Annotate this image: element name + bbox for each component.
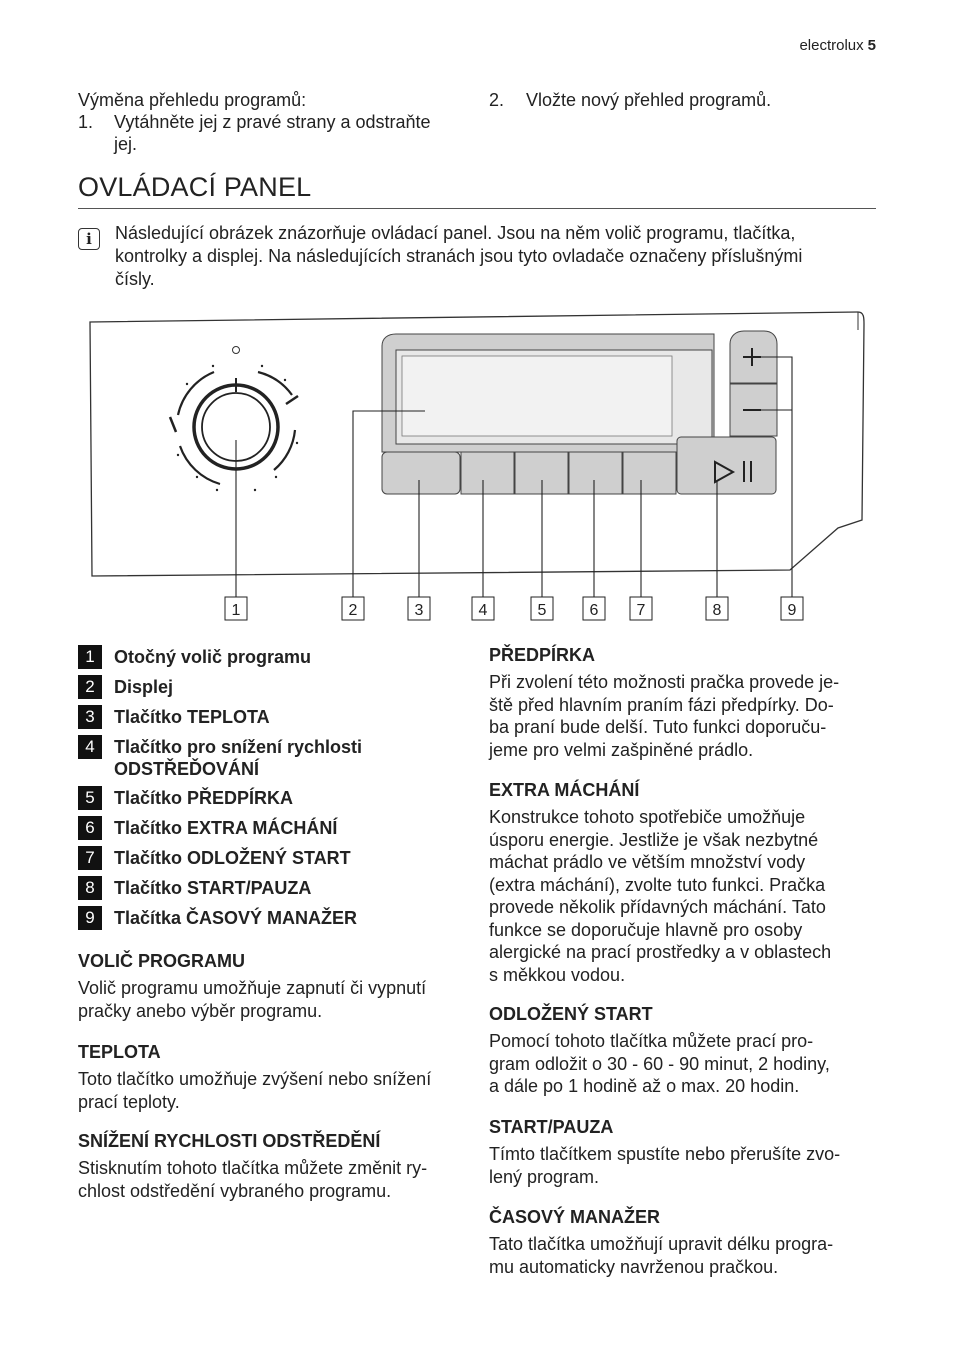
callout-9: 9: [787, 602, 797, 619]
button-start-pauza[interactable]: [677, 437, 776, 494]
text-line: provede několik přídavných máchání. Tato: [489, 897, 826, 917]
callout-1: 1: [231, 602, 241, 619]
title-rule: [78, 208, 876, 209]
text-line: úsporu energie. Jestliže je však nezbytné: [489, 829, 819, 850]
section-body: [489, 1233, 879, 1278]
text-line: Tato tlačítka umožňují upravit délku progra-: [489, 1234, 834, 1254]
legend-label: Tlačítka ČASOVÝ MANAŽER: [114, 908, 358, 928]
legend-label: Displej: [114, 677, 174, 697]
section-heading: ODLOŽENÝ START: [489, 1004, 653, 1024]
section-casovy-manazer: [489, 1207, 879, 1278]
callout-7: 7: [636, 602, 646, 619]
step-text: Vložte nový přehled programů.: [526, 90, 772, 110]
text-line: lený program.: [489, 1166, 600, 1187]
legend-label: Tlačítko TEPLOTA: [114, 707, 270, 727]
legend-label: Otočný volič programu: [114, 647, 312, 667]
text-line: a dále po 1 hodině až o max. 20 hodin.: [489, 1076, 800, 1096]
section-volic-programu: [78, 951, 468, 1022]
legend-label: Tlačítko EXTRA MÁCHÁNÍ: [114, 818, 338, 838]
legend-item: [78, 735, 362, 781]
button-extra-machani[interactable]: [569, 452, 622, 494]
legend-item: [78, 906, 357, 930]
text-line: jeme pro velmi zašpiněné prádlo.: [489, 739, 754, 760]
text-line: ště před hlavním praním fázi předpírky. Do-: [489, 694, 834, 715]
section-body: [489, 806, 879, 986]
legend-label-line: ODSTŘEĎOVÁNÍ: [114, 759, 260, 779]
page-header: [799, 37, 876, 54]
callout-5: 5: [537, 602, 547, 619]
legend-item: [78, 786, 293, 810]
callout-labels: [225, 597, 803, 620]
legend-item: [78, 816, 337, 840]
section-heading: SNÍŽENÍ RYCHLOSTI ODSTŘEDĚNÍ: [78, 1131, 381, 1151]
callout-2: 2: [348, 602, 358, 619]
program-knob: [170, 347, 298, 492]
text-line: funkce se doporučuje hlavně pro osoby: [489, 919, 803, 940]
page-number: 5: [867, 37, 876, 54]
legend-label-line: Tlačítko pro snížení rychlosti: [114, 737, 363, 757]
section-body: [489, 671, 879, 761]
section-snizeni-rychlosti: [78, 1131, 468, 1202]
section-heading: TEPLOTA: [78, 1042, 161, 1062]
legend-label: Tlačítko START/PAUZA: [114, 878, 312, 898]
button-odstredovani[interactable]: [461, 452, 514, 494]
knob-tick: [170, 417, 176, 432]
callout-8: 8: [712, 602, 722, 619]
callout-6: 6: [589, 602, 599, 619]
section-heading: VOLIČ PROGRAMU: [78, 951, 246, 971]
legend-number: 8: [78, 876, 102, 900]
knob-scale-top: [258, 372, 292, 395]
step-number: 2.: [489, 90, 505, 110]
text-line: (extra máchání), zvolte tuto funkci. Pračka: [489, 874, 826, 895]
legend-number: 4: [78, 735, 102, 759]
section-odlozeny-start: [489, 1004, 879, 1098]
legend-item: [78, 705, 270, 729]
section-heading: ČASOVÝ MANAŽER: [489, 1207, 661, 1227]
knob-tick: [286, 396, 298, 404]
text-line: gram odložit o 30 - 60 - 90 minut, 2 hodiny,: [489, 1053, 830, 1074]
knob-off-mark: [233, 347, 240, 354]
section-teplota: [78, 1042, 468, 1113]
legend-number: 3: [78, 705, 102, 729]
section-start-pauza: [489, 1117, 879, 1188]
step-text: [114, 111, 431, 155]
info-icon: i: [78, 228, 100, 250]
text-line: Toto tlačítko umožňuje zvýšení nebo snížení: [78, 1069, 432, 1089]
text-line: Stisknutím tohoto tlačítka můžete změnit ry-: [78, 1158, 428, 1178]
legend-number: 2: [78, 675, 102, 699]
display-lcd: [402, 356, 672, 436]
text-line: máchat prádlo ve větším množství vody: [489, 852, 806, 872]
section-body: [489, 1143, 879, 1188]
text-line: s měkkou vodou.: [489, 964, 626, 985]
step-number: 1.: [78, 112, 94, 132]
section-body: [78, 977, 468, 1022]
section-title: OVLÁDACÍ PANEL: [78, 172, 312, 202]
text-line: alergické na prací prostředky a v oblastech: [489, 942, 832, 962]
text-line: Konstrukce tohoto spotřebiče umožňuje: [489, 807, 806, 827]
text-line: Volič programu umožňuje zapnutí či vypnutí: [78, 978, 427, 998]
section-predpirka: [489, 645, 879, 761]
legend-item: [78, 645, 311, 669]
legend-label: Tlačítko PŘEDPÍRKA: [114, 788, 294, 808]
text-line: chlost odstředění vybraného programu.: [78, 1180, 392, 1201]
callout-3: 3: [414, 602, 424, 619]
text-line: ba praní bude delší. Tuto funkci doporuču-: [489, 717, 827, 737]
legend-label: Tlačítko ODLOŽENÝ START: [114, 848, 351, 868]
brand-name: electrolux: [799, 37, 864, 54]
text-line: Tímto tlačítkem spustíte nebo přerušíte zvo-: [489, 1144, 841, 1164]
button-odlozeny-start[interactable]: [623, 452, 676, 494]
section-heading: EXTRA MÁCHÁNÍ: [489, 780, 640, 800]
legend-number: 7: [78, 846, 102, 870]
info-line: čísly.: [115, 269, 155, 289]
text-line: Pomocí tohoto tlačítka můžete prací pro-: [489, 1031, 814, 1051]
legend-item: [78, 675, 173, 699]
control-panel-diagram: [0, 300, 954, 630]
section-body: [78, 1068, 468, 1113]
section-body: [78, 1157, 468, 1202]
text-line: mu automaticky navrženou pračkou.: [489, 1256, 779, 1277]
text-line: Při zvolení této možnosti pračka provede je-: [489, 672, 840, 692]
intro-heading: Výměna přehledu programů:: [78, 90, 307, 110]
legend-number: 6: [78, 816, 102, 840]
intro-step-2: [489, 89, 879, 111]
callout-4: 4: [478, 602, 488, 619]
legend-number: 5: [78, 786, 102, 810]
section-heading: PŘEDPÍRKA: [489, 645, 596, 665]
text-line: pračky anebo výběr programu.: [78, 1000, 323, 1021]
intro-step-1: [78, 111, 478, 155]
button-teplota[interactable]: [382, 452, 460, 494]
info-text: [115, 222, 875, 291]
legend-item: [78, 876, 311, 900]
section-extra-machani: [489, 780, 879, 986]
legend-label: [114, 736, 362, 780]
legend-number: 1: [78, 645, 102, 669]
intro-left: [78, 89, 478, 155]
section-heading: START/PAUZA: [489, 1117, 614, 1137]
step-text-line: jej.: [114, 134, 138, 154]
info-line: kontrolky a displej. Na následujících stranách jsou tyto ovladače označeny příslušnými: [115, 246, 803, 266]
section-body: [489, 1030, 879, 1098]
text-line: prací teploty.: [78, 1091, 180, 1112]
legend-item: [78, 846, 351, 870]
info-line: Následující obrázek znázorňuje ovládací panel. Jsou na něm volič programu, tlačítka,: [115, 223, 796, 243]
step-text-line: Vytáhněte jej z pravé strany a odstraňte: [114, 112, 431, 132]
legend-number: 9: [78, 906, 102, 930]
